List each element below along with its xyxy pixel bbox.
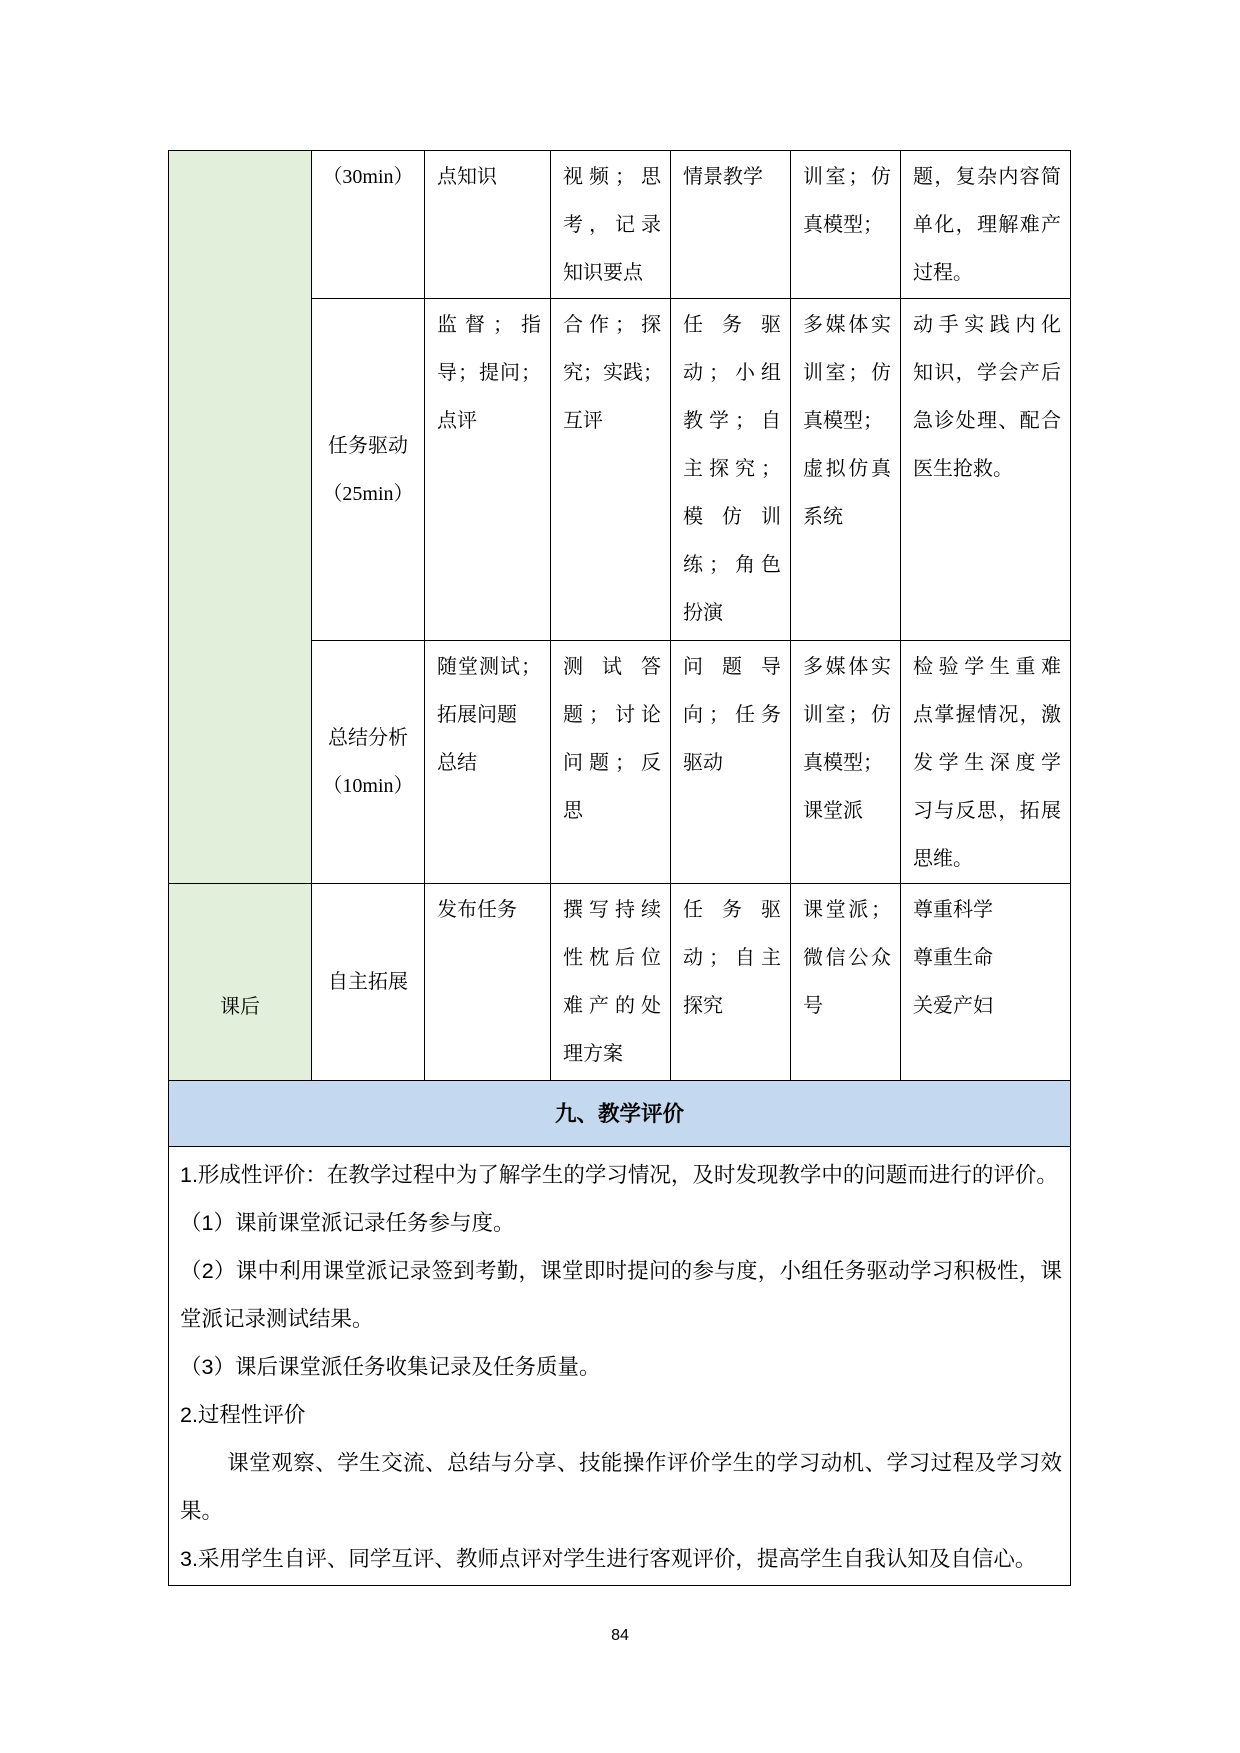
process-evaluation-body: 课堂观察、学生交流、总结与分享、技能操作评价学生的学习动机、学习过程及学习效: [227, 1451, 1062, 1475]
teacher-activity-cell: [425, 884, 551, 1081]
cell-text-line: 向；任务: [683, 704, 781, 726]
cell-text-line: 驱动: [683, 752, 723, 774]
teacher-activity-cell: [425, 299, 551, 641]
cell-text-line: 总结分析: [328, 727, 408, 749]
stage-cell-in-class: [169, 151, 312, 884]
cell-text-line: 性枕后位: [563, 947, 661, 969]
table-row: [169, 1081, 1071, 1147]
cell-text-line: 拓展问题: [437, 704, 517, 726]
evaluation-body: [169, 1147, 1071, 1586]
cell-text-line: 多媒体实: [803, 314, 891, 336]
cell-text-line: 微信公众: [803, 947, 891, 969]
segment-cell: [312, 299, 425, 641]
table-row: [169, 884, 1071, 1081]
cell-text-line: 发布任务: [437, 899, 517, 921]
cell-text-line: 教学；自: [683, 410, 781, 432]
cell-text-line: 扮演: [683, 602, 723, 624]
process-evaluation-body-continued: 果。: [180, 1499, 224, 1523]
cell-text-line: 号: [803, 995, 823, 1017]
cell-text-line: 任务驱动: [328, 434, 408, 457]
teaching-resource-cell: [791, 884, 901, 1081]
cell-text-line: 虚拟仿真: [803, 458, 891, 480]
cell-text-line: 习与反思，拓展: [913, 800, 1061, 822]
cell-text-line: 理方案: [563, 1043, 623, 1065]
cell-text-line: 究；实践；: [563, 362, 663, 384]
cell-text-line: 知识，学会产后: [913, 362, 1061, 384]
cell-text-line: 考，记录: [563, 214, 661, 236]
cell-text-line: 难产的处: [563, 995, 661, 1017]
cell-text-line: 合作；探: [563, 314, 661, 336]
cell-text-line: 测试答: [563, 656, 661, 678]
cell-text-line: 尊重生命: [913, 947, 993, 969]
cell-text-line: （30min）: [322, 166, 414, 188]
evaluation-method: 3.采用学生自评、同学互评、教师点评对学生进行客观评价，提高学生自我认知及自信心。: [180, 1547, 1037, 1571]
cell-text-line: （25min）: [322, 482, 414, 505]
stage-cell-after-class: [169, 884, 312, 1081]
table-row: [169, 1147, 1071, 1586]
cell-text-line: 监督；指: [437, 314, 541, 336]
cell-text-line: 导；提问；: [437, 362, 541, 384]
cell-text-line: 医生抢救。: [913, 458, 1013, 480]
teaching-resource-cell: [791, 641, 901, 884]
cell-text-line: 尊重科学: [913, 899, 993, 921]
cell-text-line: 动；自主: [683, 947, 781, 969]
lesson-plan-table: [168, 150, 1071, 1586]
formative-item: （2）课中利用课堂派记录签到考勤，课堂即时提问的参与度，小组任务驱动学习积极性，课: [180, 1259, 1062, 1283]
formative-item: （3）课后课堂派任务收集记录及任务质量。: [180, 1355, 601, 1379]
cell-text-line: 练；角色: [683, 554, 781, 576]
cell-text-line: 问题导: [683, 656, 781, 678]
cell-text-line: 模仿训: [683, 506, 781, 528]
student-activity-cell: [551, 884, 671, 1081]
cell-text-line: 系统: [803, 506, 843, 528]
teacher-activity-cell: [425, 641, 551, 884]
cell-text-line: 真模型；: [803, 752, 883, 774]
cell-text-line: 知识要点: [563, 262, 643, 284]
cell-text-line: 点知识: [437, 166, 497, 188]
cell-text-line: 训室；仿: [803, 704, 891, 726]
design-intent-cell: [901, 641, 1071, 884]
cell-text-line: 任务驱: [683, 314, 781, 336]
cell-text-line: 多媒体实: [803, 656, 891, 678]
cell-text-line: 发学生深度学: [913, 752, 1061, 774]
teaching-resource-cell: [791, 151, 901, 299]
cell-text-line: 思: [563, 800, 583, 822]
cell-text-line: 题，复杂内容简: [913, 166, 1061, 188]
cell-text-line: 总结: [437, 752, 477, 774]
design-intent-cell: [901, 151, 1071, 299]
cell-text-line: 点掌握情况，激: [913, 704, 1061, 726]
page-number: 84: [611, 1627, 629, 1644]
teacher-activity-cell: [425, 151, 551, 299]
cell-text-line: 课后: [220, 996, 260, 1018]
cell-text-line: （10min）: [322, 775, 414, 797]
cell-text-line: 撰写持续: [563, 899, 661, 921]
segment-cell: [312, 884, 425, 1081]
cell-text-line: 随堂测试；: [437, 656, 541, 678]
teaching-method-cell: [671, 299, 791, 641]
cell-text-line: 任务驱: [683, 899, 781, 921]
cell-text-line: 急诊处理、配合: [913, 410, 1061, 432]
process-evaluation-title: 2.过程性评价: [180, 1403, 306, 1427]
student-activity-cell: [551, 299, 671, 641]
cell-text-line: 训室；仿: [803, 362, 891, 384]
cell-text-line: 情景教学: [683, 166, 763, 188]
cell-text-line: 课堂派；: [803, 899, 891, 921]
teaching-method-cell: [671, 641, 791, 884]
table-row: [169, 151, 1071, 299]
cell-text-line: 题；讨论: [563, 704, 661, 726]
cell-text-line: 互评: [563, 410, 603, 432]
student-activity-cell: [551, 151, 671, 299]
segment-cell: [312, 641, 425, 884]
cell-text-line: 单化，理解难产: [913, 214, 1061, 236]
cell-text-line: 探究: [683, 995, 723, 1017]
cell-text-line: 过程。: [913, 262, 973, 284]
teaching-method-cell: [671, 884, 791, 1081]
cell-text-line: 关爱产妇: [913, 995, 993, 1017]
cell-text-line: 真模型；: [803, 410, 883, 432]
formative-evaluation-title: 1.形成性评价：在教学过程中为了解学生的学习情况，及时发现教学中的问题而进行的评价。: [180, 1163, 1058, 1187]
design-intent-cell: [901, 884, 1071, 1081]
cell-text-line: 思维。: [913, 848, 973, 870]
cell-text-line: 检验学生重难: [913, 656, 1061, 678]
formative-item-continued: 堂派记录测试结果。: [180, 1307, 374, 1331]
formative-item: （1）课前课堂派记录任务参与度。: [180, 1211, 515, 1235]
cell-text-line: 动手实践内化: [913, 314, 1061, 336]
cell-text-line: 主探究；: [683, 458, 781, 480]
design-intent-cell: [901, 299, 1071, 641]
cell-text-line: 点评: [437, 410, 477, 432]
segment-cell: [312, 151, 425, 299]
cell-text-line: 问题；反: [563, 752, 661, 774]
teaching-resource-cell: [791, 299, 901, 641]
section-heading: 九、教学评价: [169, 1081, 1071, 1147]
cell-text-line: 视频；思: [563, 166, 661, 188]
student-activity-cell: [551, 641, 671, 884]
cell-text-line: 自主拓展: [328, 971, 408, 993]
cell-text-line: 课堂派: [803, 800, 863, 822]
cell-text-line: 真模型；: [803, 214, 883, 236]
cell-text-line: 动；小组: [683, 362, 781, 384]
cell-text-line: 训室；仿: [803, 166, 891, 188]
teaching-method-cell: [671, 151, 791, 299]
